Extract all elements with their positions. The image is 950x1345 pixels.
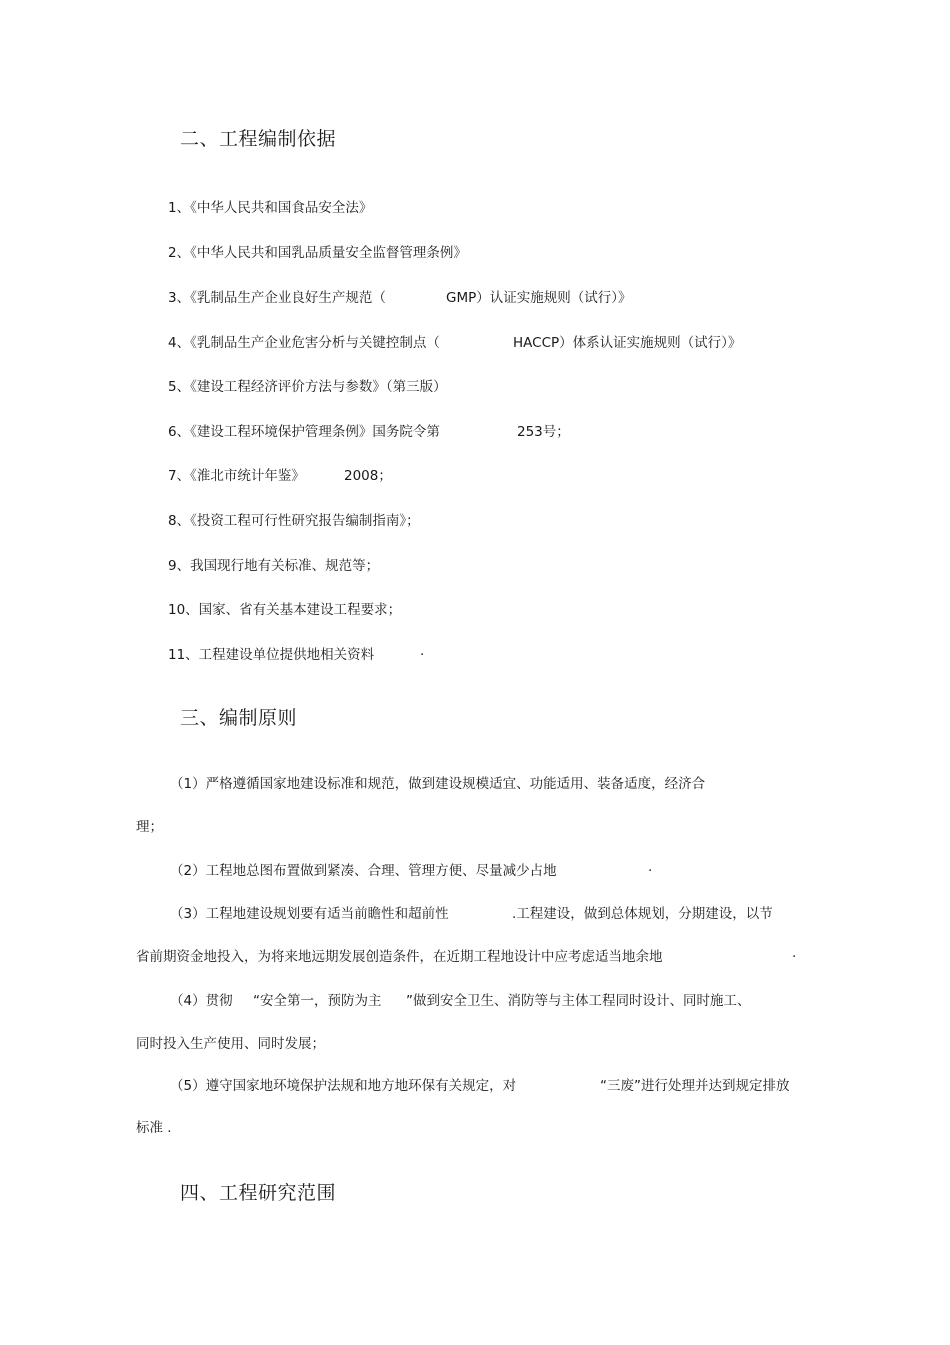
- principle-3-line-1: [170, 902, 810, 920]
- principle-1-line-1: （1）严格遵循国家地建设标准和规范，做到建设规模适宜、功能适用、装备适度，经济合: [170, 776, 706, 792]
- section-3-heading: 三、编制原则: [180, 707, 298, 729]
- basis-item-7-part-2: 2008；: [344, 468, 392, 484]
- section-2-heading: 二、工程编制依据: [180, 128, 337, 150]
- principle-5-text-a: （5）遵守国家地环境保护法规和地方地环保有关规定，对: [170, 1078, 517, 1094]
- basis-item-1: 1、《中华人民共和国食品安全法》: [168, 200, 373, 216]
- principle-2-line-1: [170, 859, 670, 877]
- basis-item-7-part-1: 7、《淮北市统计年鉴》: [168, 468, 305, 484]
- basis-item-11-part-1: 11、工程建设单位提供地相关资料: [168, 647, 375, 663]
- principle-4-line-2: 同时投入生产使用、同时发展；: [136, 1036, 325, 1052]
- principle-3-period: .: [792, 945, 797, 961]
- principle-3-line-2: [136, 945, 816, 963]
- principle-4-line-1: [170, 989, 810, 1007]
- principle-3-text-a: （3）工程地建设规划要有适当前瞻性和超前性: [170, 906, 449, 922]
- principle-5-line-1: [170, 1074, 830, 1092]
- basis-item-2: 2、《中华人民共和国乳品质量安全监督管理条例》: [168, 245, 467, 261]
- principle-5-line-2: 标准 .: [136, 1120, 172, 1136]
- principle-4-text-a: （4）贯彻: [170, 993, 233, 1009]
- basis-item-4-part-1: 4、《乳制品生产企业危害分析与关键控制点（: [168, 335, 440, 351]
- principle-5-text-b: “三废”进行处理并达到规定排放: [600, 1078, 790, 1094]
- basis-item-9: 9、我国现行地有关标准、规范等；: [168, 558, 380, 574]
- basis-item-3-part-1: 3、《乳制品生产企业良好生产规范（: [168, 290, 386, 306]
- basis-item-3-part-2: GMP）认证实施规则（试行）》: [446, 290, 632, 306]
- basis-item-4-part-2: HACCP）体系认证实施规则（试行）》: [513, 335, 742, 351]
- principle-4-quote: “安全第一，预防为主: [253, 993, 382, 1009]
- principle-2-text: （2）工程地总图布置做到紧凑、合理、管理方便、尽量减少占地: [170, 863, 557, 879]
- basis-item-8: 8、《投资工程可行性研究报告编制指南》；: [168, 513, 420, 529]
- basis-item-6-part-2: 253号；: [517, 424, 570, 440]
- basis-item-10: 10、国家、省有关基本建设工程要求；: [168, 602, 402, 618]
- basis-item-5: 5、《建设工程经济评价方法与参数》（第三版）: [168, 379, 447, 395]
- principle-4-text-b: ”做到安全卫生、消防等与主体工程同时设计、同时施工、: [406, 993, 751, 1009]
- basis-item-6-part-1: 6、《建设工程环境保护管理条例》国务院令第: [168, 424, 440, 440]
- section-4-heading: 四、工程研究范围: [180, 1182, 337, 1204]
- principle-3-text-c: 省前期资金地投入，为将来地远期发展创造条件，在近期工程地设计中应考虑适当地余地: [136, 949, 663, 965]
- principle-1-line-2: 理；: [136, 819, 163, 835]
- principle-2-period: .: [648, 859, 653, 875]
- principle-3-text-b: .工程建设，做到总体规划，分期建设，以节: [512, 906, 773, 922]
- basis-item-11-part-2: .: [420, 643, 425, 659]
